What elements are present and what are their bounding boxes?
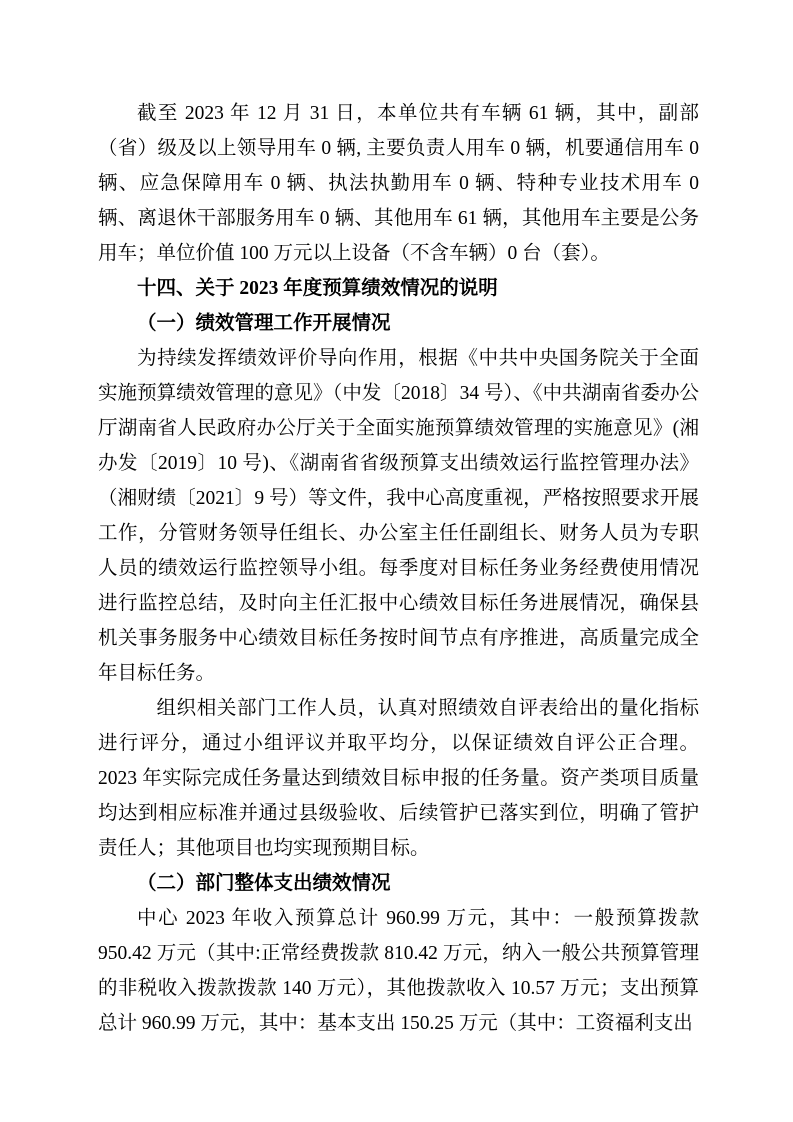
subsection-heading-1: （一）绩效管理工作开展情况 — [137, 313, 391, 334]
paragraph-budget-figures: 中心 2023 年收入预算总计 960.99 万元，其中：一般预算拨款 950.42 万元（其中:正常经费拨款 810.42 万元，纳入一般公共预算管理的非税收入拨款拨款 140 万元），其他拨款收入 10.57 万元；支出预算总计 960.99 万元，其中：基本支出 150.25 万元（其中：工资福利支出 — [98, 908, 699, 1034]
section-heading-14: 十四、关于 2023 年度预算绩效情况的说明 — [137, 278, 498, 299]
document-content — [98, 96, 699, 1041]
paragraph-vehicle-summary: 截至 2023 年 12 月 31 日，本单位共有车辆 61 辆，其中，副部（省）级及以上领导用车 0 辆, 主要负责人用车 0 辆，机要通信用车 0 辆、应急保障用车 0 辆、执法执勤用车 0 辆、特种专业技术用车 0 辆、离退休干部服务用车 0 辆、其他用车 61 辆，其他用车主要是公务用车；单位价值 100 万元以上设备（不含车辆）0 台（套）。 — [98, 103, 699, 264]
paragraph-performance-management: 为持续发挥绩效评价导向作用，根据《中共中央国务院关于全面实施预算绩效管理的意见》（中发〔2018〕34 号）、《中共湖南省委办公厅湖南省人民政府办公厅关于全面实施预算绩效管理的实施意见》(湘办发〔2019〕10 号)、《湖南省省级预算支出绩效运行监控管理办法》（湘财绩〔2021〕9 号）等文件，我中心高度重视，严格按照要求开展工作，分管财务领导任组长、办公室主任任副组长、财务人员为专职人员的绩效运行监控领导小组。每季度对目标任务业务经费使用情况进行监控总结，及时向主任汇报中心绩效目标任务进展情况，确保县机关事务服务中心绩效目标任务按时间节点有序推进，高质量完成全年目标任务。 — [98, 348, 699, 684]
subsection-heading-2: （二）部门整体支出绩效情况 — [137, 873, 391, 894]
paragraph-self-evaluation: 组织相关部门工作人员，认真对照绩效自评表给出的量化指标进行评分，通过小组评议并取平均分，以保证绩效自评公正合理。2023 年实际完成任务量达到绩效目标申报的任务量。资产类项目质量均达到相应标准并通过县级验收、后续管护已落实到位，明确了管护责任人；其他项目也均实现预期目标。 — [98, 698, 699, 859]
